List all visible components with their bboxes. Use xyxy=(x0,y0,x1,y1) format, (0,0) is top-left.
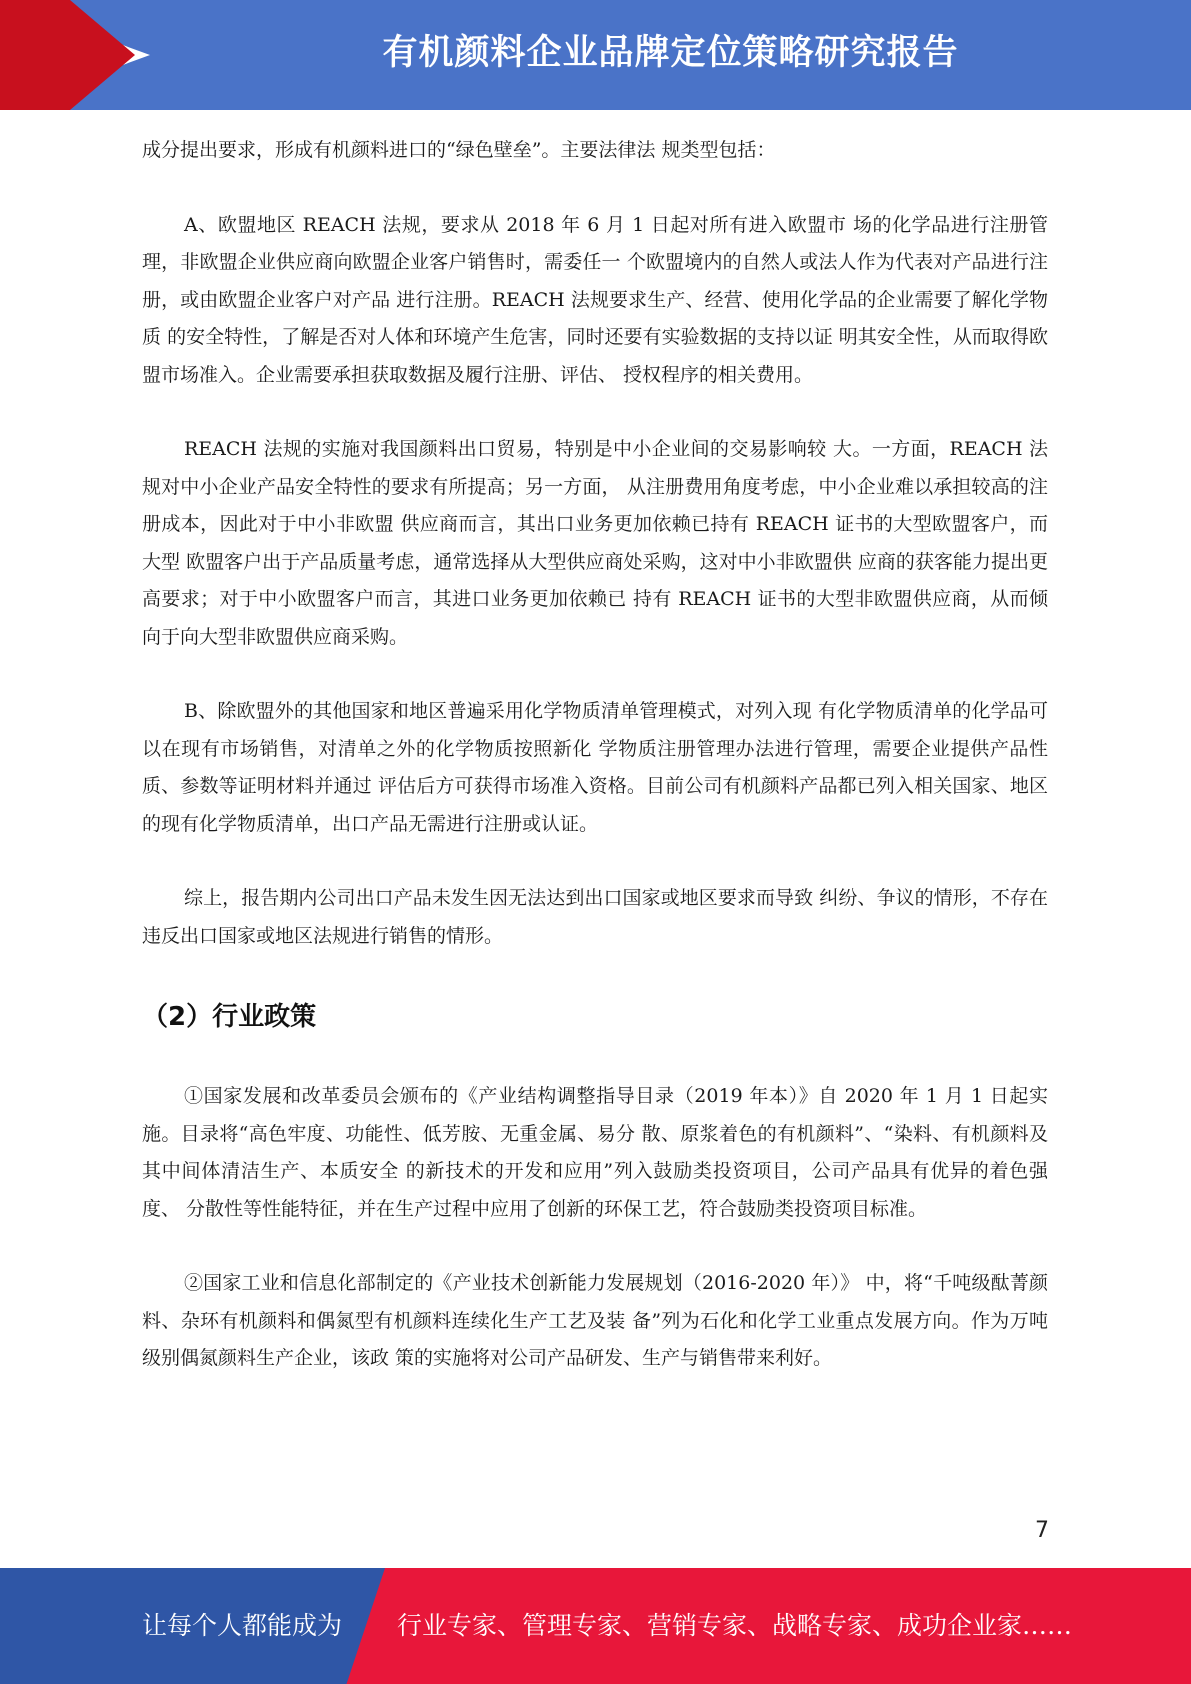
page-number: 7 xyxy=(1035,1518,1049,1543)
paragraph-intro: 成分提出要求，形成有机颜料进口的“绿色壁垒”。主要法律法 规类型包括： xyxy=(142,139,776,161)
paragraph-reach-eu: A、欧盟地区 REACH 法规，要求从 2018 年 6 月 1 日起对所有进入欧盟市 场的化学品进行注册管理，非欧盟企业供应商向欧盟企业客户销售时，需委任一 个欧盟境内的自然人或法人作为代表对产品进行注册，或由欧盟企业客户对产品 进行注册。REACH 法规要求生产、经营、使用化学品的企业需要了解化学物质 的安全特性，了解是否对人体和环境产生危害，同时还要有实验数据的支持以证 明其安全性，从而取得欧盟市场准入。企业需要承担获取数据及履行注册、评估、 授权程序的相关费用。 xyxy=(142,213,1048,386)
paragraph-policy-1: ①国家发展和改革委员会颁布的《产业结构调整指导目录（2019 年本）》自 2020 年 1 月 1 日起实施。目录将“高色牢度、功能性、低芳胺、无重金属、易分 散、原浆着色的有机颜料”、“染料、有机颜料及其中间体清洁生产、本质安全 的新技术的开发和应用”列入鼓励类投资项目，公司产品具有优异的着色强度、 分散性等性能特征，并在生产过程中应用了创新的环保工艺，符合鼓励类投资项目标准。 xyxy=(142,1085,1048,1220)
page-footer xyxy=(0,1568,1191,1684)
report-title: 有机颜料企业品牌定位策略研究报告 xyxy=(382,33,959,73)
header-red-arrow xyxy=(70,0,135,110)
section-heading-industry-policy: （2）行业政策 xyxy=(142,1002,317,1032)
page-header xyxy=(0,0,1191,110)
page-content xyxy=(142,132,1048,1415)
footer-slogan-left: 让每个人都能成为 xyxy=(142,1611,343,1640)
paragraph-summary: 综上，报告期内公司出口产品未发生因无法达到出口国家或地区要求而导致 纠纷、争议的情形，不存在违反出口国家或地区法规进行销售的情形。 xyxy=(142,887,1048,947)
footer-slogan-right: 行业专家、管理专家、营销专家、战略专家、成功企业家…… xyxy=(397,1611,1073,1640)
paragraph-non-eu: B、除欧盟外的其他国家和地区普遍采用化学物质清单管理模式，对列入现 有化学物质清单的化学品可以在现有市场销售，对清单之外的化学物质按照新化 学物质注册管理办法进行管理，需要企业提供产品性质、参数等证明材料并通过 评估后方可获得市场准入资格。目前公司有机颜料产品都已列入相关国家、地区 的现有化学物质清单，出口产品无需进行注册或认证。 xyxy=(142,700,1048,835)
paragraph-policy-2: ②国家工业和信息化部制定的《产业技术创新能力发展规划（2016-2020 年）》 中，将“千吨级酞菁颜料、杂环有机颜料和偶氮型有机颜料连续化生产工艺及装 备”列为石化和化学工业重点发展方向。作为万吨级别偶氮颜料生产企业，该政 策的实施将对公司产品研发、生产与销售带来利好。 xyxy=(142,1272,1048,1369)
paragraph-reach-impact: REACH 法规的实施对我国颜料出口贸易，特别是中小企业间的交易影响较 大。一方面，REACH 法规对中小企业产品安全特性的要求有所提高；另一方面， 从注册费用角度考虑，中小企业难以承担较高的注册成本，因此对于中小非欧盟 供应商而言，其出口业务更加依赖已持有 REACH 证书的大型欧盟客户，而大型 欧盟客户出于产品质量考虑，通常选择从大型供应商处采购，这对中小非欧盟供 应商的获客能力提出更高要求；对于中小欧盟客户而言，其进口业务更加依赖已 持有 REACH 证书的大型非欧盟供应商，从而倾向于向大型非欧盟供应商采购。 xyxy=(142,438,1048,648)
header-red-block xyxy=(0,0,70,110)
